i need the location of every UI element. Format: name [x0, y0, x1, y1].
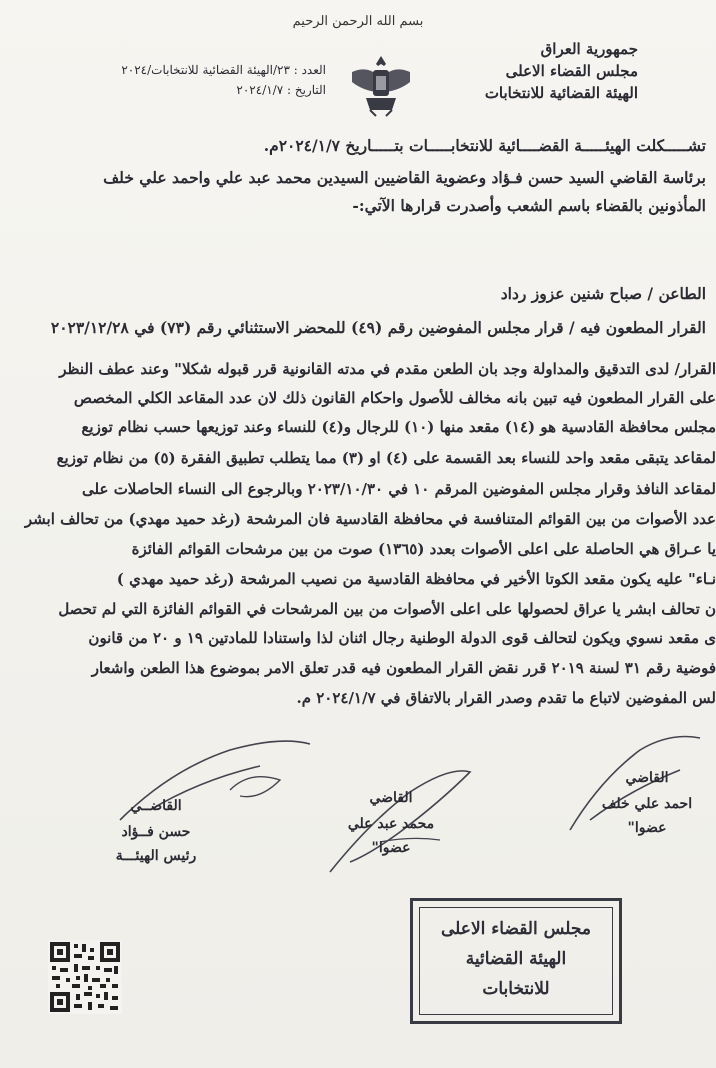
session-formed-line: تشـــــكلت الهيئـــــة القضــــائية للانتخابـــــات بتـــــاريخ ٢٠٢٤/١/٧م. — [263, 136, 706, 155]
judge-title: القاضــي — [130, 798, 182, 814]
stamp-line: مجلس القضاء الاعلى — [441, 919, 591, 939]
signature-member-mohammed — [316, 790, 466, 856]
judge-name: حسن فــؤاد — [121, 824, 191, 840]
judge-role: عضوا" — [627, 820, 667, 836]
judge-name: محمد عبد علي — [347, 816, 435, 832]
org-line-commission: الهيئة القضائية للانتخابات — [484, 84, 638, 102]
decision-line: مجلس محافظة القادسية هو (١٤) مقعد منها (١٠) للرجال و(٤) للنساء وعند توزيعها حسب نظام توزيع — [81, 418, 716, 436]
authorization-line: المأذونين بالقضاء باسم الشعب وأصدرت قرارها الآتي:- — [352, 196, 706, 215]
decision-line: القرار/ لدى التدقيق والمداولة وجد بان الطعن مقدم في مدته القانونية قرر قبوله شكلا" وعند عطف النظر — [59, 360, 716, 378]
decision-line: لمقاعد يتبقى مقعد واحد للنساء بعد القسمة على (٤) او (٣) مما يتطلب تطبيق الفقرة (٥) من نظام توزيع — [56, 449, 716, 467]
document-number: العدد : ٢٣/الهيئة القضائية للانتخابات/٢٠٢٤ — [121, 63, 326, 77]
decision-line: ى مقعد نسوي ويكون لتحالف قوى الدولة الوطنية رجال اثنان لذا واستنادا للمادتين ١٩ و ٢٠ من قانون — [88, 629, 716, 647]
presiding-judges-line: برئاسة القاضي السيد حسن فـؤاد وعضوية القاضيين السيدين محمد عبد علي واحمد علي خلف — [103, 168, 706, 187]
issuing-authority — [485, 38, 638, 104]
org-line-council: مجلس القضاء الاعلى — [505, 62, 638, 80]
decision-line: نـاء" عليه يكون مقعد الكوتا الأخير في محافظة القادسية من نصيب المرشحة (رغد حميد مهدي ) — [116, 570, 716, 588]
bismillah-text: بسم الله الرحمن الرحيم — [292, 14, 424, 29]
iraq-eagle-emblem-icon — [346, 52, 416, 118]
document-date: التاريخ : ٢٠٢٤/١/٧ — [236, 83, 326, 97]
judge-title: القاضي — [369, 790, 413, 806]
appealed-decision-line: القرار المطعون فيه / قرار مجلس المفوضين رقم (٤٩) للمحضر الاستثنائي رقم (٧٣) في ٢٠٢٣/١٢/٢٨ — [50, 318, 706, 337]
stamp-line: للانتخابات — [482, 979, 550, 999]
org-line-republic: جمهورية العراق — [540, 40, 638, 58]
judge-role: رئيس الهيئـــة — [115, 848, 197, 864]
decision-line: عدد الأصوات من بين القوائم المتنافسة في محافظة القادسية فان المرشحة (رغد حميد مهدي) من تحالف ابشر — [24, 510, 716, 528]
decision-line: على القرار المطعون فيه تبين بانه مخالف للأصول واحكام القانون ذلك لان عدد المقاعد الكلي المخصص — [73, 389, 716, 407]
reference-block — [96, 60, 326, 100]
judge-title: القاضي — [625, 770, 669, 786]
stamp-line: الهيئة القضائية — [465, 949, 567, 969]
official-stamp — [410, 898, 622, 1024]
signature-president-hassan — [76, 798, 236, 864]
judge-role: عضوا" — [371, 840, 411, 856]
decision-line: ن تحالف ابشر يا عراق لحصولها على اعلى الأصوات من بين المرشحات في القوائم الفائزة التي لم تحصل — [58, 600, 716, 618]
decision-line: يا عـراق هي الحاصلة على اعلى الأصوات بعدد (١٣٦٥) صوت من بين مرشحات القوائم الفائزة — [131, 540, 716, 558]
appellant-line: الطاعن / صباح شنين عزوز رداد — [500, 284, 706, 303]
judge-name: احمد علي خلف — [601, 796, 693, 812]
signature-member-ahmed — [592, 770, 702, 836]
decision-line: فوضية رقم ٣١ لسنة ٢٠١٩ قرر نقض القرار المطعون فيه قدر تعلق الامر بموضوع هذا الطعن واشعار — [91, 659, 716, 677]
decision-line: لمقاعد النافذ وقرار مجلس المفوضين المرقم ١٠ في ٢٠٢٣/١٠/٣٠ وبالرجوع الى النساء الحاصلات على — [82, 480, 716, 498]
decision-line: لس المفوضين لاتباع ما تقدم وصدر القرار بالاتفاق في ٢٠٢٤/١/٧ م. — [296, 689, 716, 707]
qr-code-icon — [48, 940, 122, 1014]
